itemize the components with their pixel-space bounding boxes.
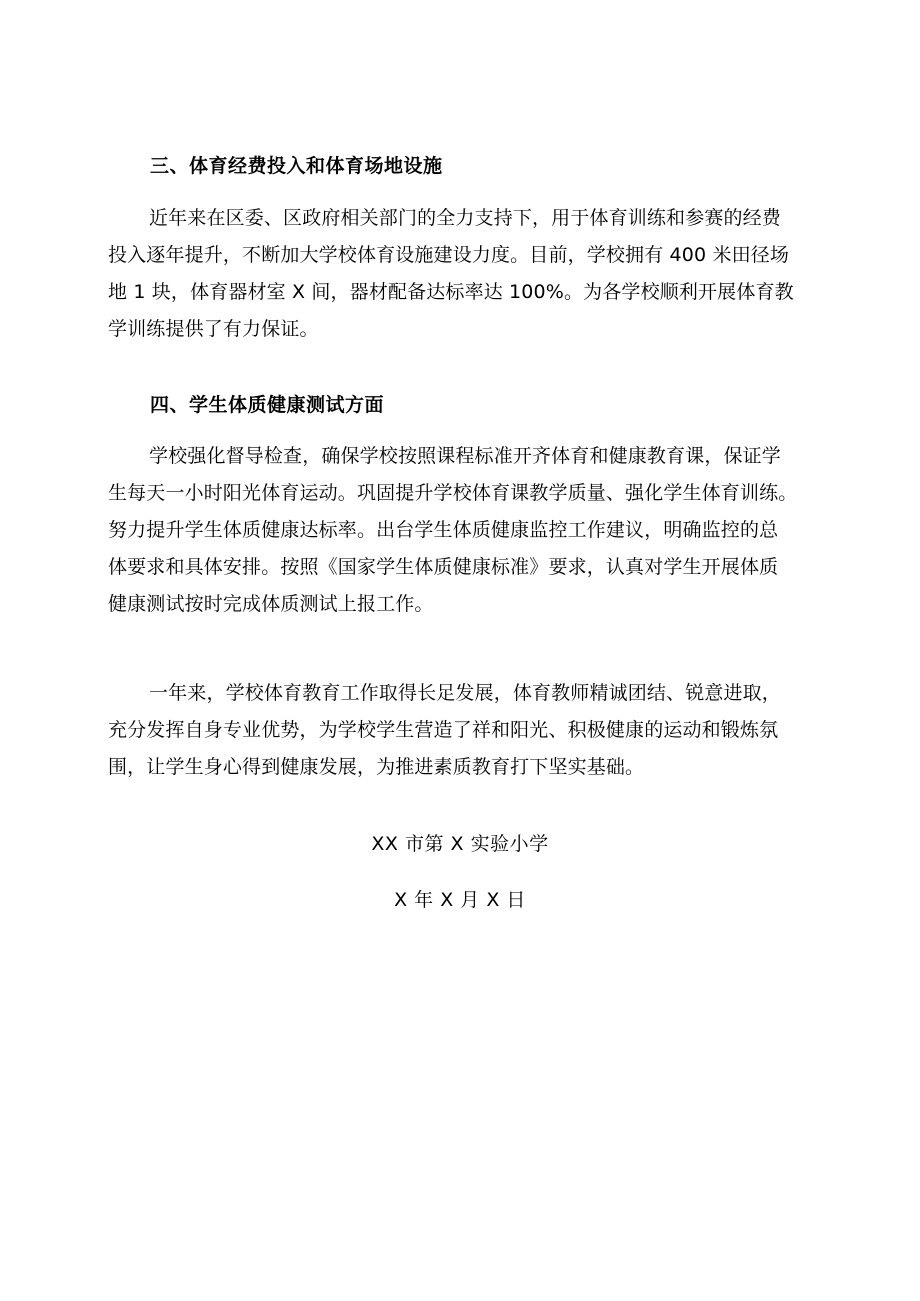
paragraph-line: 学训练提供了有力保证。 bbox=[108, 318, 319, 340]
section-3-heading: 三、体育经费投入和体育场地设施 bbox=[150, 155, 443, 177]
section-4-heading: 四、学生体质健康测试方面 bbox=[150, 394, 385, 416]
paragraph-line: 努力提升学生体质健康达标率。出台学生体质健康监控工作建议，明确监控的总 bbox=[108, 519, 779, 541]
paragraph-line: 充分发挥自身专业优势，为学校学生营造了祥和阳光、积极健康的运动和锻炼氛 bbox=[108, 719, 779, 741]
paragraph-line: 一年来，学校体育教育工作取得长足发展，体育教师精诚团结、锐意进取， bbox=[149, 682, 781, 704]
paragraph-line: 围，让学生身心得到健康发展，为推进素质教育打下坚实基础。 bbox=[108, 756, 645, 778]
section-3-paragraph bbox=[108, 200, 824, 348]
paragraph-line: 投入逐年提升，不断加大学校体育设施建设力度。目前，学校拥有 400 米田径场 bbox=[108, 244, 790, 266]
section-4-paragraph bbox=[108, 438, 824, 623]
paragraph-line: 生每天一小时阳光体育运动。巩固提升学校体育课教学质量、强化学生体育训练。 bbox=[108, 482, 798, 504]
summary-paragraph bbox=[108, 675, 824, 786]
paragraph-line: 学校强化督导检查，确保学校按照课程标准开齐体育和健康教育课，保证学 bbox=[149, 445, 781, 467]
paragraph-line: 近年来在区委、区政府相关部门的全力支持下，用于体育训练和参赛的经费 bbox=[149, 207, 781, 229]
paragraph-line: 健康测试按时完成体质测试上报工作。 bbox=[108, 593, 434, 615]
paragraph-line: 体要求和具体安排。按照《国家学生体质健康标准》要求，认真对学生开展体质 bbox=[108, 556, 779, 578]
signature-date: X 年 X 月 X 日 bbox=[394, 889, 526, 911]
paragraph-line: 地 1 块，体育器材室 X 间，器材配备达标率达 100%。为各学校顺利开展体育教 bbox=[108, 281, 794, 303]
signature-organization: XX 市第 X 实验小学 bbox=[371, 833, 549, 855]
